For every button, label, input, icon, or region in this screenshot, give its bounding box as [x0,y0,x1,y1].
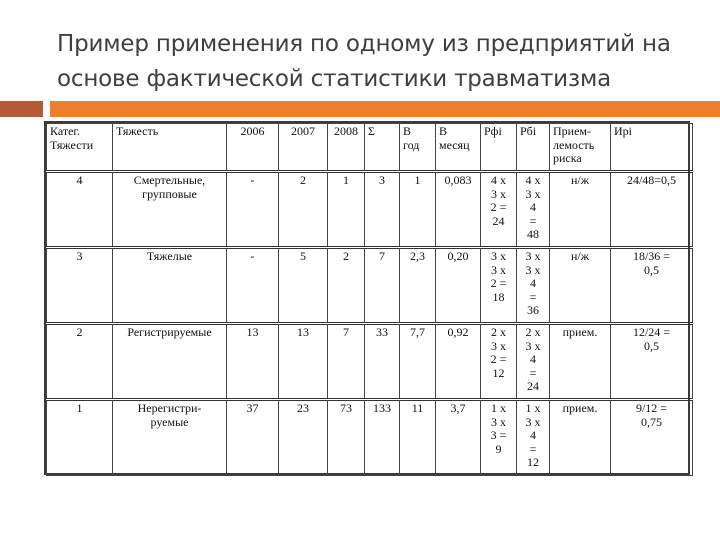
cell-per-month: 3,7 [436,400,481,476]
injury-statistics-table [44,121,690,475]
accent-square [0,101,43,117]
header-2007: 2007 [279,124,328,172]
table-row [47,324,693,400]
cell-2008: 1 [328,172,365,248]
cell-sum: 3 [365,172,400,248]
cell-per-month: 0,92 [436,324,481,400]
cell-per-year: 2,3 [400,248,436,324]
cell-rb: 3 x 3 x 4 = 36 [517,248,550,324]
cell-acceptability: н/ж [550,248,611,324]
slide-title-line-1: Пример применения по одному из предприятий на [57,31,671,57]
cell-sum: 7 [365,248,400,324]
header-category: Катег. Тяжести [47,124,113,172]
cell-2007: 2 [279,172,328,248]
cell-2006: 37 [227,400,279,476]
cell-ir: 24/48=0,5 [611,172,693,248]
cell-severity: Смертельные, групповые [113,172,227,248]
cell-2007: 23 [279,400,328,476]
cell-2006: 13 [227,324,279,400]
table-row [47,172,693,248]
header-per-year: В год [400,124,436,172]
cell-rf: 1 x 3 x 3 = 9 [481,400,517,476]
cell-per-month: 0,083 [436,172,481,248]
header-per-month: В месяц [436,124,481,172]
table-header-row [47,124,693,172]
table-body [47,172,693,476]
cell-2006: - [227,248,279,324]
cell-acceptability: прием. [550,324,611,400]
header-2008: 2008 [328,124,365,172]
cell-category: 4 [47,172,113,248]
cell-2008: 7 [328,324,365,400]
cell-acceptability: н/ж [550,172,611,248]
cell-rb: 2 x 3 x 4 = 24 [517,324,550,400]
cell-2007: 13 [279,324,328,400]
header-rf: Рфi [481,124,517,172]
table-row [47,400,693,476]
cell-category: 2 [47,324,113,400]
cell-rf: 4 x 3 x 2 = 24 [481,172,517,248]
cell-category: 1 [47,400,113,476]
header-severity: Тяжесть [113,124,227,172]
header-rb: Рбi [517,124,550,172]
header-sum: Σ [365,124,400,172]
cell-2008: 73 [328,400,365,476]
cell-rb: 1 x 3 x 4 = 12 [517,400,550,476]
cell-severity: Тяжелые [113,248,227,324]
accent-bar [50,101,720,117]
cell-rb: 4 x 3 x 4 = 48 [517,172,550,248]
slide-title-line-2: основе фактической статистики травматизма [57,66,611,92]
cell-rf: 3 x 3 x 2 = 18 [481,248,517,324]
cell-2008: 2 [328,248,365,324]
header-ir: Ирi [611,124,693,172]
cell-acceptability: прием. [550,400,611,476]
header-2006: 2006 [227,124,279,172]
cell-severity: Нерегистри- руемые [113,400,227,476]
cell-2006: - [227,172,279,248]
cell-2007: 5 [279,248,328,324]
cell-ir: 9/12 = 0,75 [611,400,693,476]
cell-sum: 133 [365,400,400,476]
header-acceptability: Прием- лемость риска [550,124,611,172]
cell-category: 3 [47,248,113,324]
slide-title [57,27,697,97]
cell-per-month: 0,20 [436,248,481,324]
cell-per-year: 7,7 [400,324,436,400]
cell-per-year: 11 [400,400,436,476]
cell-per-year: 1 [400,172,436,248]
cell-rf: 2 x 3 x 2 = 12 [481,324,517,400]
cell-severity: Регистрируемые [113,324,227,400]
cell-ir: 18/36 = 0,5 [611,248,693,324]
table-row [47,248,693,324]
cell-ir: 12/24 = 0,5 [611,324,693,400]
cell-sum: 33 [365,324,400,400]
